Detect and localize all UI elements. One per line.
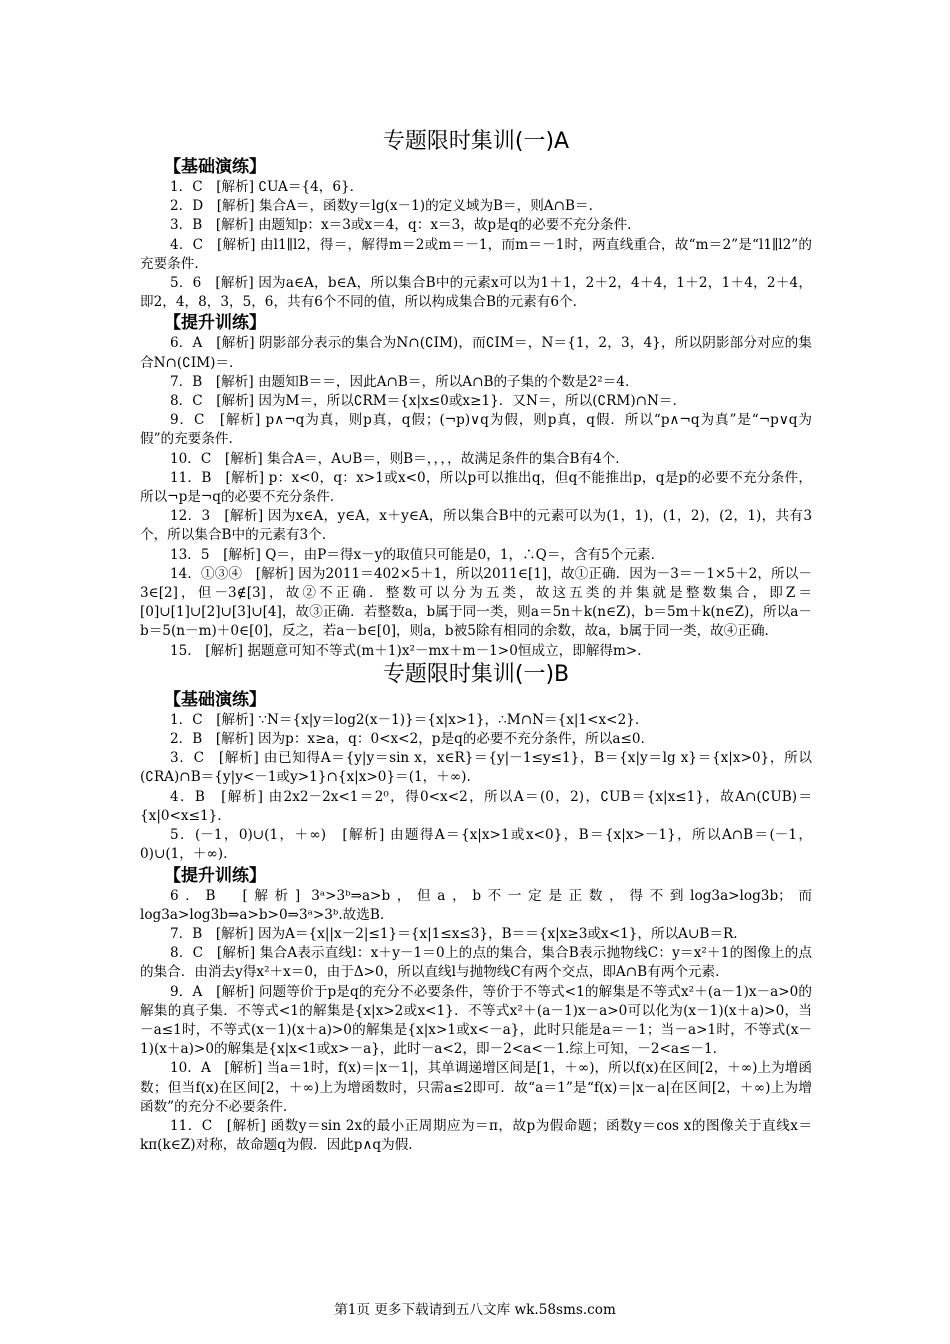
document-body bbox=[140, 128, 812, 1155]
section-b-advanced-list bbox=[140, 887, 812, 1156]
answer-item: 1．C [解析] ∵N＝{x|y＝log2(x－1)}＝{x|x>1}，∴M∩N＝{x|1<x<2}. bbox=[170, 711, 640, 728]
answer-item: 15. [解析] 据题意可知不等式(m＋1)x²－mx＋m－1>0恒成立，即解得m>． bbox=[170, 642, 651, 659]
answer-item: 7．B [解析] 因为A＝{x||x－2|≤1}＝{x|1≤x≤3}，B＝＝{x|x≥3或x<1}，所以A∪B＝R. bbox=[170, 925, 738, 942]
answer-item: 4．B [解析] 由2x2－2x<1＝2⁰，得0<x<2，所以A＝(0，2)，∁UB＝{x|x≤1}，故A∩(∁UB)＝{x|0<x≤1}. bbox=[140, 788, 812, 824]
answer-item: 10．C [解析] 集合A＝，A∪B＝，则B＝，，，，故满足条件的集合B有4个. bbox=[170, 450, 620, 467]
section-a-advanced-list bbox=[140, 334, 812, 660]
answer-item: 3．B [解析] 由题知p：x＝3或x＝4，q：x＝3，故p是q的必要不充分条件. bbox=[170, 217, 632, 234]
answer-item: 11．C [解析] 函数y＝sin 2x的最小正周期应为＝π，故p为假命题；函数y＝cos x的图像关于直线x＝kπ(k∈Z)对称，故命题q为假．因此p∧q为假. bbox=[140, 1117, 812, 1154]
section-b-advanced-heading: 【提升训练】 bbox=[164, 865, 266, 886]
section-a-basic-list bbox=[140, 178, 812, 312]
answer-item: 9．A [解析] 问题等价于p是q的充分不必要条件，等价于不等式<1的解集是不等式x²＋(a－1)x－a>0的解集的真子集．不等式<1的解集是{x|x>2或x<1}．不等式x²＋(a－1)x－a>0可以化为(x－1)(x＋a)>0，当－a≤1时，不等式(x－1)(x＋a)>0的解集是{x|x>1或x<－a}，此时只能是a＝－1；当－a>1时，不等式(x－1)(x＋a)>0的解集是{x|x<1或x>－a}，此时－a<2，即－2<a<－1.综上可知，－2<a≤－1. bbox=[140, 983, 812, 1058]
page-footer: 第1页 更多下载请到五八文库 wk.58sms.com bbox=[334, 1302, 616, 1318]
section-a-title: 专题限时集训(一)A bbox=[382, 129, 570, 154]
answer-item: 6．A [解析] 阴影部分表示的集合为N∩(∁IM)，而∁IM＝，N＝{1，2，3，4}，所以阴影部分对应的集合N∩(∁IM)＝. bbox=[140, 335, 812, 371]
answer-item: 14．①③④ [解析] 因为2011＝402×5＋1，所以2011∈[1]，故①正确．因为－3＝－1×5＋2，所以－3∈[2]，但－3∉[3]，故②不正确．整数可以分为五类，故这五类的并集就是整数集合，即Z＝[0]∪[1]∪[2]∪[3]∪[4]，故③正确．若整数a，b属于同一类，则a＝5n＋k(n∈Z)，b＝5m＋k(n∈Z)，所以a－b＝5(n－m)＋0∈[0]，反之，若a－b∈[0]，则a，b被5除有相同的余数，故a，b属于同一类，故④正确. bbox=[140, 565, 812, 640]
answer-item: 8．C [解析] 集合A表示直线l：x＋y－1＝0上的点的集合，集合B表示抛物线C：y＝x²＋1的图像上的点的集合．由消去y得x²＋x＝0，由于Δ>0，所以直线l与抛物线C有两个交点，即A∩B有两个元素. bbox=[140, 945, 812, 981]
answer-item: 5．(－1，0)∪(1，＋∞) [解析] 由题得A＝{x|x>1或x<0}，B＝{x|x>－1}，所以A∩B＝(－1，0)∪(1，＋∞). bbox=[140, 827, 812, 863]
answer-item: 7．B [解析] 由题知B＝＝，因此A∩B＝，所以A∩B的子集的个数是2²＝4. bbox=[170, 373, 630, 390]
answer-item: 9．C [解析] p∧¬q为真，则p真，q假；(¬p)∨q为假，则p真，q假．所以“p∧¬q为真”是“¬p∨q为假”的充要条件. bbox=[140, 412, 812, 448]
section-a-basic-heading: 【基础演练】 bbox=[164, 157, 266, 177]
section-b-basic-list bbox=[140, 711, 812, 865]
section-b-basic-heading: 【基础演练】 bbox=[164, 689, 266, 710]
answer-item: 13．5 [解析] Q＝，由P＝得x－y的取值只可能是0，1，∴Q＝，含有5个元素. bbox=[170, 546, 655, 563]
answer-item: 12．3 [解析] 因为x∈A，y∈A，x＋y∈A，所以集合B中的元素可以为(1，1)，(1，2)，(2，1)，共有3个，所以集合B中的元素有3个. bbox=[140, 508, 812, 544]
answer-item: 3．C [解析] 由已知得A＝{y|y＝sin x，x∈R}＝{y|－1≤y≤1}，B＝{x|y＝lg x}＝{x|x>0}，所以(∁RA)∩B＝{y|y<－1或y>1}∩{x|x>0}＝(1，＋∞). bbox=[140, 750, 812, 786]
answer-item: 6．B [解析] 3ᵃ>3ᵇ⇒a>b，但a，b不一定是正数，得不到log3a>log3b；而log3a>log3b⇒a>b>0⇒3ᵃ>3ᵇ.故选B. bbox=[140, 887, 812, 923]
answer-item: 1．C [解析] ∁UA＝{4，6}． bbox=[170, 179, 364, 195]
answer-item: 2．D [解析] 集合A＝，函数y＝lg(x－1)的定义域为B＝，则A∩B＝. bbox=[170, 198, 593, 215]
section-b-title: 专题限时集训(一)B bbox=[382, 661, 570, 687]
answer-item: 5．6 [解析] 因为a∈A，b∈A，所以集合B中的元素x可以为1＋1，2＋2，4＋4，1＋2，1＋4，2＋4，即2，4，8，3，5，6，共有6个不同的值，所以构成集合B的元素有6个. bbox=[140, 275, 812, 311]
answer-item: 2．B [解析] 因为p：x≥a，q：0<x<2，p是q的必要不充分条件，所以a≤0. bbox=[170, 731, 645, 748]
answer-item: 8．C [解析] 因为M＝，所以∁RM＝{x|x≤0或x≥1}．又N＝，所以(∁RM)∩N＝. bbox=[170, 393, 677, 410]
answer-item: 11．B [解析] p：x<0，q：x>1或x<0，所以p可以推出q，但q不能推出p，q是p的必要不充分条件，所以¬p是¬q的必要不充分条件. bbox=[140, 469, 812, 506]
section-a-advanced-heading: 【提升训练】 bbox=[164, 313, 266, 334]
answer-item: 4．C [解析] 由l1∥l2，得＝，解得m＝2或m＝－1，而m＝－1时，两直线重合，故“m＝2”是“l1∥l2”的充要条件. bbox=[140, 236, 812, 272]
answer-item: 10．A [解析] 当a＝1时，f(x)＝|x－1|，其单调递增区间是[1，＋∞)，所以f(x)在区间[2，＋∞)上为增函数；但当f(x)在区间[2，＋∞)上为增函数时，只需a≤2即可．故“a＝1”是“f(x)＝|x－a|在区间[2，＋∞)上为增函数”的充分不必要条件. bbox=[140, 1060, 812, 1115]
